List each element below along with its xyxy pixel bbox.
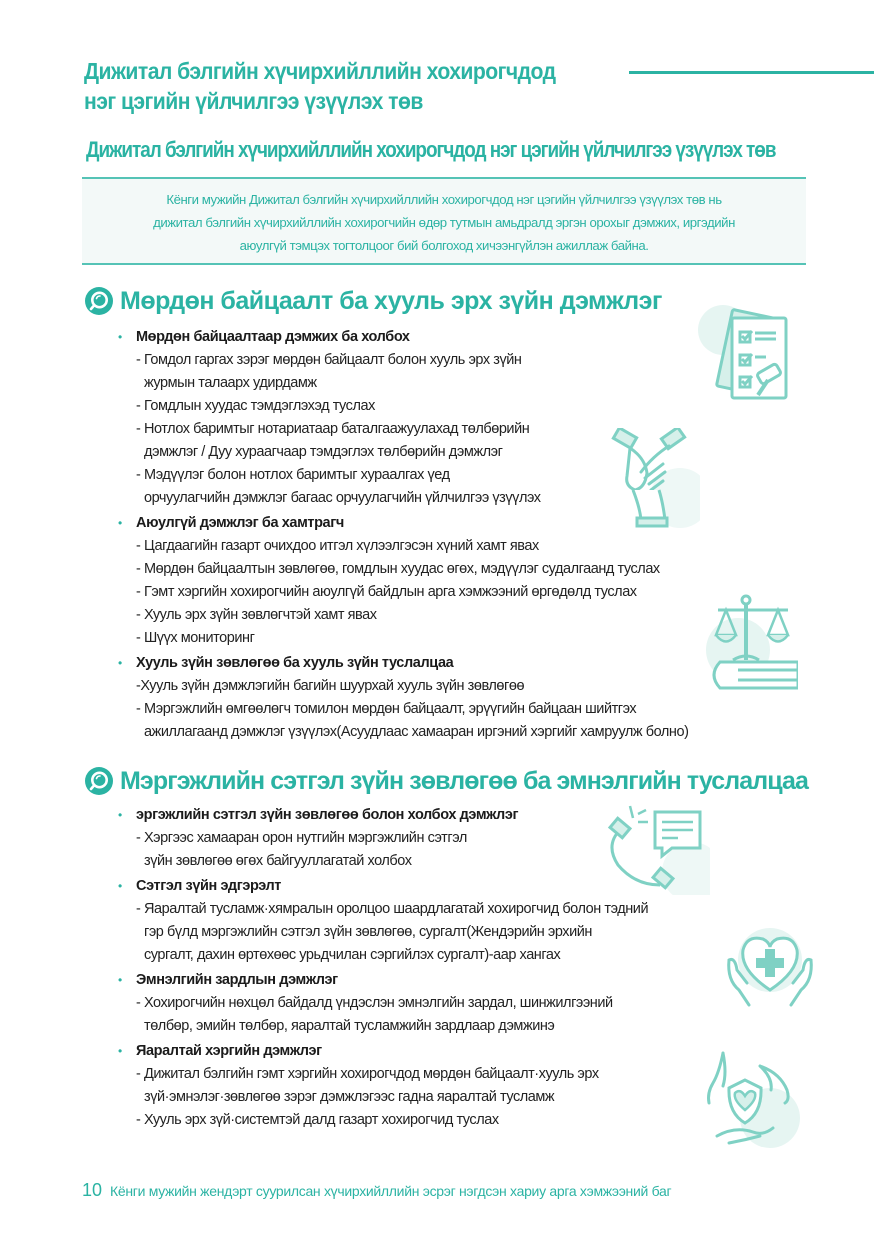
search-icon bbox=[84, 766, 114, 796]
list-item: - Хууль эрх зүй·системтэй далд газарт хохирогчид туслах bbox=[136, 1112, 499, 1128]
section-heading-investigation bbox=[84, 286, 662, 316]
intro-box bbox=[82, 177, 806, 265]
group-title: Сэтгэл зүйн эдгэрэлт bbox=[136, 878, 281, 894]
scales-book-icon bbox=[698, 590, 798, 690]
group-title: Хууль зүйн зөвлөгөө ба хууль зүйн туслалцаа bbox=[136, 655, 454, 671]
list-item: - Гэмт хэргийн хохирогчийн аюулгүй байдлын арга хэмжээний өргөдөлд туслах bbox=[136, 584, 637, 600]
title-rule bbox=[629, 71, 874, 74]
list-item: - Гомдол гаргах зэрэг мөрдөн байцаалт болон хууль эрх зүйн журмын талаарх удирдамж bbox=[136, 352, 522, 391]
list-item: - Хохирогчийн нөхцөл байдалд үндэслэн эмнэлгийн зардал, шинжилгээний төлбөр, эмийн төлбөр, яаралтай тусламжийн зардлаар дэмжинэ bbox=[136, 995, 613, 1034]
group-title: Мөрдөн байцаалтаар дэмжих ба холбох bbox=[136, 329, 410, 345]
title-line-2: нэг цэгийн үйлчилгээ үзүүлэх төв bbox=[84, 88, 423, 114]
list-item: - Мэдүүлэг болон нотлох баримтыг хураалгах үед орчуулагчийн дэмжлэг багаас орчуулагчийн үйлчилгээ үзүүлэх bbox=[136, 467, 541, 506]
bullet-icon: • bbox=[118, 656, 123, 670]
page-footer bbox=[82, 1180, 671, 1201]
page-number: 10 bbox=[82, 1180, 103, 1200]
list-item: - Цагдаагийн газарт очихдоо итгэл хүлээлгэсэн хүний хамт явах bbox=[136, 538, 539, 554]
search-icon bbox=[84, 286, 114, 316]
section-title: Мэргэжлийн сэтгэл зүйн зөвлөгөө ба эмнэлгийн туслалцаа bbox=[120, 766, 808, 795]
bullet-icon: • bbox=[118, 330, 123, 344]
heart-hands-icon bbox=[725, 925, 815, 1010]
group-title: Эмнэлгийн зардлын дэмжлэг bbox=[136, 972, 338, 988]
list-item: - Хууль эрх зүйн зөвлөгчтэй хамт явах bbox=[136, 607, 377, 623]
bullet-icon: • bbox=[118, 973, 123, 987]
intro-line: Кёнги мужийн Дижитал бэлгийн хүчирхийллийн хохирогчдод нэг цэгийн үйлчилгээ үзүүлэх төв нь bbox=[166, 192, 722, 207]
list-item: - Яаралтай тусламж·хямралын оролцоо шаардлагатай хохирогчид болон тэдний гэр бүлд мэргэжлийн сэтгэл зүйн зөвлөгөө, сургалт(Жендэрийн эрхийн сургалт, дахин өртөхөөс урьдчилан сэргийлэх сургалт)-аар хангах bbox=[136, 901, 649, 963]
intro-line: дижитал бэлгийн хүчирхийллийн хохирогчийн өдөр тутмын амьдралд эргэн орохыг дэмжих, иргэдийн bbox=[153, 215, 735, 230]
group-heading bbox=[118, 1040, 648, 1063]
section-content-investigation bbox=[118, 326, 688, 744]
bullet-icon: • bbox=[118, 879, 123, 893]
list-item: - Гомдлын хуудас тэмдэглэхэд туслах bbox=[136, 398, 375, 414]
section-heading-psychological bbox=[84, 766, 808, 796]
group-heading bbox=[118, 804, 648, 827]
list-item: - Шүүх мониторинг bbox=[136, 630, 255, 646]
group-heading bbox=[118, 969, 648, 992]
list-item: - Дижитал бэлгийн гэмт хэргийн хохирогчдод мөрдөн байцаалт·хууль эрх зүй·эмнэлэг·зөвлөгөө зэрэг дэмжлэгээс гадна яаралтай тусламж bbox=[136, 1066, 599, 1105]
list-item: - Хэргээс хамааран орон нутгийн мэргэжлийн сэтгэл зүйн зөвлөгөө өгөх байгууллагатай холбох bbox=[136, 830, 467, 869]
shield-hands-icon bbox=[695, 1048, 800, 1148]
checklist-gavel-icon bbox=[688, 300, 788, 400]
footer-text: Кёнги мужийн жендэрт суурилсан хүчирхийллийн эсрэг нэгдсэн хариу арга хэмжээний баг bbox=[110, 1183, 672, 1199]
bullet-icon: • bbox=[118, 1044, 123, 1058]
group-title: Яаралтай хэргийн дэмжлэг bbox=[136, 1043, 322, 1059]
title-line-1: Дижитал бэлгийн хүчирхийллийн хохирогчдод bbox=[84, 58, 556, 84]
page-subtitle: Дижитал бэлгийн хүчирхийллийн хохирогчдод нэг цэгийн үйлчилгээ үзүүлэх төв bbox=[86, 137, 776, 162]
group-title: эргэжлийн сэтгэл зүйн зөвлөгөө болон холбох дэмжлэг bbox=[136, 807, 519, 823]
section-title: Мөрдөн байцаалт ба хууль эрх зүйн дэмжлэг bbox=[120, 286, 662, 315]
handshake-icon bbox=[585, 428, 700, 528]
group-heading bbox=[118, 875, 648, 898]
intro-line: аюулгүй тэмцэх тогтолцоог бий болгоход хичээнгүйлэн ажиллаж байна. bbox=[239, 238, 649, 253]
list-item: - Нотлох баримтыг нотариатаар баталгаажуулахад төлбөрийн дэмжлэг / Дуу хураагчаар тэмдэглэх төлбөрийн дэмжлэг bbox=[136, 421, 530, 460]
group-title: Аюулгүй дэмжлэг ба хамтрагч bbox=[136, 515, 344, 531]
group-heading bbox=[118, 652, 688, 675]
group-heading bbox=[118, 326, 688, 349]
section-content-psychological bbox=[118, 804, 648, 1132]
phone-chat-icon bbox=[600, 800, 710, 895]
list-item: -Хууль зүйн дэмжлэгийн багийн шуурхай хууль зүйн зөвлөгөө bbox=[136, 678, 525, 694]
list-item: - Мэргэжлийн өмгөөлөгч томилон мөрдөн байцаалт, эрүүгийн байцаан шийтгэх ажиллагаанд дэмжлэг үзүүлэх(Асуудлаас хамааран иргэний хэргийг хамруулж болно) bbox=[136, 701, 689, 740]
bullet-icon: • bbox=[118, 516, 123, 530]
list-item: - Мөрдөн байцаалтын зөвлөгөө, гомдлын хуудас өгөх, мэдүүлэг судалгаанд туслах bbox=[136, 561, 660, 577]
bullet-icon: • bbox=[118, 808, 123, 822]
page-title bbox=[84, 56, 644, 116]
